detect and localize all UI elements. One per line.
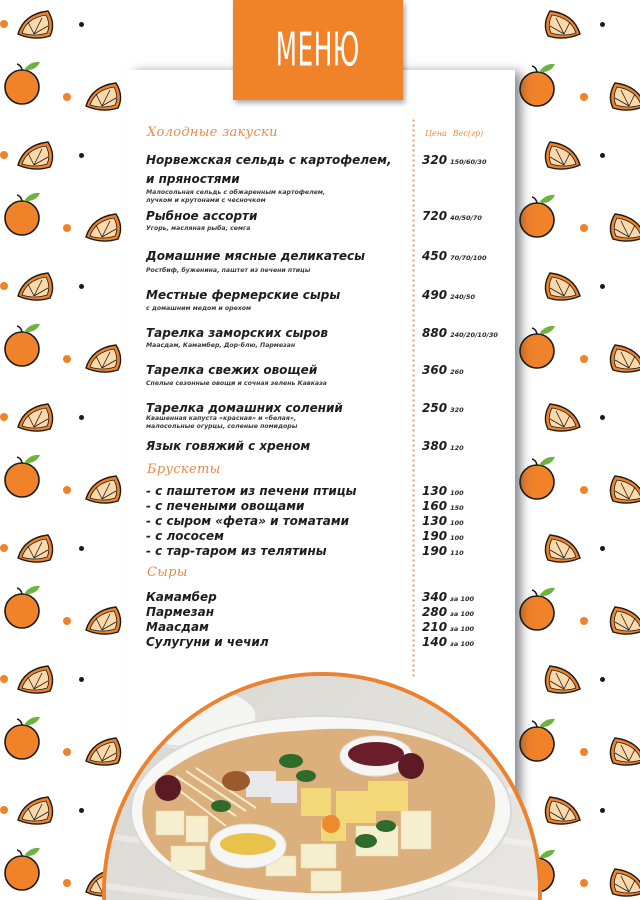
price-value: 340 — [422, 590, 448, 604]
menu-item-name-cont: и пряностями — [146, 172, 240, 186]
weight-value: 240/20/10/30 — [450, 331, 498, 339]
menu-item-name: Рыбное ассорти — [146, 209, 258, 223]
price-value: 320 — [422, 153, 448, 167]
menu-item-price — [422, 484, 464, 498]
price-value: 490 — [422, 288, 448, 302]
menu-title: МЕНЮ — [275, 23, 361, 77]
price-value: 360 — [422, 363, 448, 377]
section-title-cheeses: Сыры — [147, 565, 188, 580]
price-value: 250 — [422, 401, 448, 415]
weight-value: 110 — [450, 549, 464, 557]
menu-item-name: - с лососем — [146, 529, 224, 543]
menu-item-price — [422, 439, 464, 453]
menu-item-price — [422, 363, 464, 377]
price-value: 380 — [422, 439, 448, 453]
price-value: 210 — [422, 620, 448, 634]
weight-value: 260 — [450, 368, 464, 376]
menu-item-price — [422, 499, 464, 513]
menu-item-description-cont: малосольные огурцы, соленые помидоры — [146, 423, 298, 430]
weight-value: за 100 — [450, 640, 475, 648]
menu-item-description: Малосольная сельдь с обжаренным картофелем, — [146, 189, 326, 196]
menu-item-name: Тарелка заморских сыров — [146, 326, 328, 340]
menu-item-name: Домашние мясные деликатесы — [146, 249, 366, 263]
menu-item-price — [422, 401, 464, 415]
weight-value: 40/50/70 — [450, 214, 482, 222]
price-value: 190 — [422, 529, 448, 543]
price-value: 280 — [422, 605, 448, 619]
weight-value: 100 — [450, 489, 464, 497]
menu-item-price — [422, 209, 482, 223]
price-column-header: Цена — [425, 129, 447, 138]
price-value: 140 — [422, 635, 448, 649]
menu-item-price — [422, 635, 474, 649]
menu-item-description-cont: лучком и крутонами с чесночком — [146, 197, 266, 204]
weight-value: за 100 — [450, 595, 475, 603]
price-value: 130 — [422, 484, 448, 498]
price-value: 160 — [422, 499, 448, 513]
price-value: 130 — [422, 514, 448, 528]
menu-item-description: Маасдам, Камамбер, Дор-блю, Пармезан — [146, 342, 296, 349]
section-title-bruschetta: Брускеты — [147, 462, 221, 477]
menu-item-price — [422, 249, 486, 263]
weight-value: 150/60/30 — [450, 158, 487, 166]
menu-item-name: Камамбер — [146, 590, 217, 604]
menu-item-price — [422, 620, 474, 634]
menu-item-price — [422, 326, 498, 340]
menu-item-price — [422, 590, 474, 604]
menu-item-name: Сулугуни и чечил — [146, 635, 269, 649]
weight-column-header: Вес(гр) — [452, 129, 484, 138]
menu-item-name: Пармезан — [146, 605, 215, 619]
weight-value: 70/70/100 — [450, 254, 487, 262]
menu-title-banner — [233, 0, 403, 100]
menu-item-description: Угорь, масляная рыба, семга — [146, 225, 251, 232]
menu-item-name: - с тар-таром из телятины — [146, 544, 327, 558]
menu-item-name: Тарелка домашних солений — [146, 401, 343, 415]
menu-item-name: Тарелка свежих овощей — [146, 363, 318, 377]
menu-item-name: - с сыром «фета» и томатами — [146, 514, 350, 528]
menu-item-price — [422, 605, 474, 619]
weight-value: за 100 — [450, 610, 475, 618]
weight-value: 100 — [450, 534, 464, 542]
weight-value: 320 — [450, 406, 464, 414]
price-value: 880 — [422, 326, 448, 340]
weight-value: за 100 — [450, 625, 475, 633]
menu-item-name: Маасдам — [146, 620, 209, 634]
weight-value: 150 — [450, 504, 464, 512]
menu-item-price — [422, 153, 486, 167]
menu-item-description: Спелые сезонные овощи и сочная зелень Кавказа — [146, 380, 327, 387]
section-title-cold-appetizers: Холодные закуски — [147, 125, 278, 140]
price-value: 450 — [422, 249, 448, 263]
price-value: 190 — [422, 544, 448, 558]
menu-item-description: Квашенная капуста «красная» и «белая», — [146, 415, 297, 422]
column-headers — [425, 129, 489, 138]
menu-item-name: Норвежская сельдь с картофелем, — [146, 153, 392, 167]
menu-item-description: Ростбиф, буженина, паштет из печени птицы — [146, 267, 311, 274]
menu-item-description: с домашним медом и орехом — [146, 305, 252, 312]
menu-item-name: Местные фермерские сыры — [146, 288, 341, 302]
menu-item-name: Язык говяжий с хреном — [146, 439, 311, 453]
price-value: 720 — [422, 209, 448, 223]
weight-value: 100 — [450, 519, 464, 527]
menu-item-name: - с паштетом из печени птицы — [146, 484, 357, 498]
menu-item-name: - с печеными овощами — [146, 499, 305, 513]
menu-item-price — [422, 544, 464, 558]
menu-item-price — [422, 288, 475, 302]
weight-value: 240/50 — [450, 293, 476, 301]
weight-value: 120 — [450, 444, 464, 452]
menu-item-price — [422, 514, 464, 528]
menu-item-price — [422, 529, 464, 543]
